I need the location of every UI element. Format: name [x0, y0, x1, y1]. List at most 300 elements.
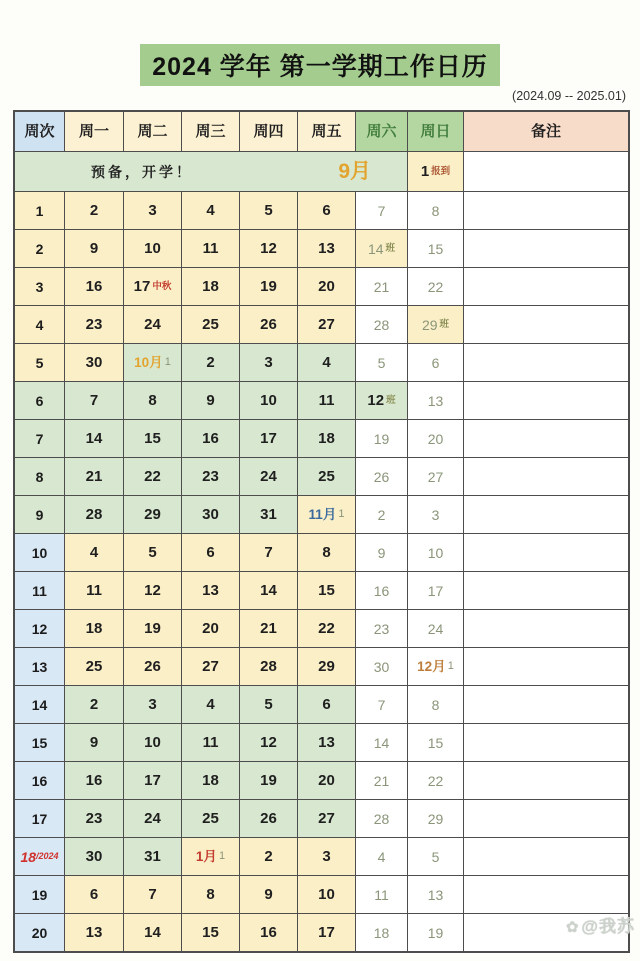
week-number-cell — [15, 838, 64, 875]
week-year-suffix: /2024 — [36, 851, 59, 861]
day-cell — [408, 534, 463, 571]
day-cell — [356, 914, 407, 951]
day-cell — [124, 762, 181, 799]
day-cell — [182, 800, 239, 837]
week-number-cell: 20 — [15, 914, 64, 951]
remark-cell — [464, 382, 628, 419]
week-number: 18 — [20, 848, 37, 865]
day-number: 11 — [202, 734, 219, 751]
day-cell — [408, 914, 463, 951]
day-cell — [182, 876, 239, 913]
day-number: 7 — [264, 544, 273, 561]
day-cell — [240, 420, 297, 457]
remark-cell — [464, 192, 628, 229]
day-number: 27 — [318, 810, 335, 827]
day-cell — [298, 344, 355, 381]
day-number: 9 — [377, 544, 386, 561]
day-number: 3 — [322, 848, 331, 865]
day-cell — [356, 420, 407, 457]
day-cell — [356, 876, 407, 913]
column-header: 周三 — [182, 112, 239, 151]
day-number: 19 — [144, 620, 161, 637]
day-number: 20 — [318, 772, 335, 789]
day-number: 22 — [318, 620, 335, 637]
day-number: 26 — [260, 316, 277, 333]
day-number: 1 — [164, 356, 171, 368]
remark-cell — [464, 306, 628, 343]
day-cell — [182, 420, 239, 457]
month-start-label: 12月 — [417, 658, 446, 674]
day-number: 21 — [85, 468, 103, 485]
remark-cell — [464, 762, 628, 799]
day-note: 班 — [385, 242, 396, 254]
day-cell — [65, 686, 123, 723]
day-number: 8 — [206, 886, 215, 903]
day-cell — [240, 344, 297, 381]
remark-cell — [464, 534, 628, 571]
day-cell — [182, 648, 239, 685]
month-start-label: 1月 — [195, 848, 217, 864]
day-cell — [182, 344, 239, 381]
remark-cell — [464, 876, 628, 913]
day-number: 26 — [260, 810, 277, 827]
day-cell — [408, 876, 463, 913]
day-cell — [408, 268, 463, 305]
day-number: 16 — [260, 924, 277, 941]
day-number: 7 — [148, 886, 157, 903]
day-number: 2 — [377, 506, 386, 523]
day-number: 22 — [427, 772, 444, 789]
column-header: 备注 — [464, 112, 628, 151]
day-cell — [182, 306, 239, 343]
day-number: 13 — [318, 734, 335, 751]
day-number: 12 — [367, 392, 385, 409]
day-number: 10 — [427, 544, 444, 561]
day-number: 10 — [144, 240, 161, 257]
day-cell — [65, 572, 123, 609]
day-number: 24 — [144, 810, 161, 827]
week-number-cell: 19 — [15, 876, 64, 913]
day-number: 29 — [421, 316, 438, 333]
day-cell — [298, 838, 355, 875]
day-number: 24 — [427, 620, 444, 637]
day-number: 6 — [431, 354, 440, 371]
day-number: 19 — [373, 430, 390, 447]
day-number: 16 — [202, 430, 219, 447]
remark-cell — [464, 230, 628, 267]
remark-cell — [464, 344, 628, 381]
day-number: 4 — [377, 848, 386, 865]
day-number: 25 — [318, 468, 335, 485]
day-cell — [298, 648, 355, 685]
remark-cell — [464, 496, 628, 533]
day-cell — [408, 762, 463, 799]
day-number: 13 — [427, 392, 444, 409]
remark-cell — [464, 152, 628, 191]
day-cell — [124, 268, 181, 305]
day-number: 31 — [260, 506, 277, 523]
day-number: 30 — [85, 848, 103, 865]
day-cell — [65, 420, 123, 457]
day-cell — [240, 800, 297, 837]
day-number: 18 — [373, 924, 390, 941]
day-number: 6 — [322, 202, 331, 219]
day-cell — [356, 306, 407, 343]
column-header: 周二 — [124, 112, 181, 151]
day-number: 10 — [260, 392, 277, 409]
day-cell — [65, 800, 123, 837]
day-number: 29 — [144, 506, 161, 523]
day-cell — [240, 534, 297, 571]
day-number: 3 — [148, 202, 157, 219]
day-cell — [182, 458, 239, 495]
day-cell — [124, 610, 181, 647]
day-number: 30 — [85, 354, 103, 371]
day-number: 27 — [202, 658, 219, 675]
day-number: 18 — [318, 430, 335, 447]
day-number: 22 — [427, 278, 444, 295]
day-cell — [182, 534, 239, 571]
day-number: 14 — [85, 430, 103, 447]
week-number-cell: 13 — [15, 648, 64, 685]
day-number: 11 — [202, 240, 219, 257]
day-cell — [408, 306, 463, 343]
day-cell — [356, 496, 407, 533]
day-cell — [298, 876, 355, 913]
day-number: 24 — [260, 468, 277, 485]
day-number: 8 — [148, 392, 157, 409]
day-cell — [65, 458, 123, 495]
day-number: 17 — [144, 772, 161, 789]
day-cell — [408, 192, 463, 229]
day-cell — [124, 800, 181, 837]
calendar-table — [13, 110, 630, 953]
week-number-cell: 16 — [15, 762, 64, 799]
week-number-cell: 5 — [15, 344, 64, 381]
day-number: 13 — [202, 582, 219, 599]
week-number-cell: 4 — [15, 306, 64, 343]
day-cell — [298, 572, 355, 609]
day-cell — [182, 192, 239, 229]
week-number-cell: 11 — [15, 572, 64, 609]
week-number-cell: 9 — [15, 496, 64, 533]
day-number: 23 — [85, 316, 103, 333]
day-number: 11 — [374, 886, 389, 903]
week-number-cell: 7 — [15, 420, 64, 457]
day-number: 15 — [427, 734, 444, 751]
remark-cell — [464, 838, 628, 875]
day-number: 6 — [206, 544, 215, 561]
day-cell — [356, 192, 407, 229]
day-number: 2 — [89, 202, 99, 219]
day-cell — [298, 458, 355, 495]
week-number-cell: 12 — [15, 610, 64, 647]
day-note: 中秋 — [152, 280, 172, 292]
day-number: 26 — [144, 658, 161, 675]
week-number-cell: 1 — [15, 192, 64, 229]
day-cell — [240, 458, 297, 495]
day-cell — [124, 306, 181, 343]
day-cell — [356, 762, 407, 799]
day-number: 29 — [427, 810, 444, 827]
day-cell — [124, 230, 181, 267]
remark-cell — [464, 420, 628, 457]
remark-cell — [464, 610, 628, 647]
column-header: 周一 — [65, 112, 123, 151]
day-cell — [356, 458, 407, 495]
day-number: 14 — [144, 924, 161, 941]
day-cell — [356, 838, 407, 875]
day-cell — [182, 268, 239, 305]
day-cell — [408, 686, 463, 723]
day-number: 2 — [206, 354, 215, 371]
day-number: 5 — [431, 848, 440, 865]
day-cell — [182, 838, 239, 875]
day-number: 5 — [264, 202, 273, 219]
month-start-label: 11月 — [308, 506, 337, 522]
day-number: 25 — [85, 658, 103, 675]
day-cell — [240, 230, 297, 267]
day-number: 12 — [260, 734, 277, 751]
day-cell — [298, 306, 355, 343]
day-number: 16 — [373, 582, 390, 599]
day-cell — [356, 648, 407, 685]
week-number-cell: 15 — [15, 724, 64, 761]
day-number: 9 — [264, 886, 273, 903]
day-cell — [124, 572, 181, 609]
remark-cell — [464, 686, 628, 723]
day-cell — [65, 724, 123, 761]
week-number-cell: 2 — [15, 230, 64, 267]
day-number: 19 — [260, 772, 277, 789]
day-cell — [298, 800, 355, 837]
day-number: 9 — [206, 392, 215, 409]
day-number: 6 — [322, 696, 331, 713]
day-cell — [65, 914, 123, 951]
day-cell — [408, 420, 463, 457]
day-number: 6 — [89, 886, 99, 903]
day-number: 28 — [260, 658, 277, 675]
day-cell — [298, 420, 355, 457]
day-number: 30 — [373, 658, 390, 675]
day-number: 7 — [377, 202, 386, 219]
day-cell — [240, 610, 297, 647]
day-number: 17 — [260, 430, 277, 447]
day-number: 19 — [427, 924, 444, 941]
remark-cell — [464, 800, 628, 837]
day-number: 28 — [373, 810, 390, 827]
day-cell — [240, 572, 297, 609]
day-cell — [298, 382, 355, 419]
day-number: 14 — [373, 734, 390, 751]
column-header: 周日 — [408, 112, 463, 151]
day-cell — [65, 344, 123, 381]
day-number: 18 — [202, 772, 219, 789]
day-cell — [65, 382, 123, 419]
day-cell — [298, 496, 355, 533]
day-number: 18 — [85, 620, 103, 637]
day-number: 7 — [89, 392, 99, 409]
day-number: 11 — [86, 582, 102, 599]
day-cell — [356, 344, 407, 381]
week-number-cell: 10 — [15, 534, 64, 571]
day-number: 15 — [202, 924, 219, 941]
day-number: 7 — [377, 696, 386, 713]
day-cell — [182, 496, 239, 533]
remark-cell — [464, 268, 628, 305]
flower-logo-icon: ✿ — [565, 919, 580, 936]
day-cell — [240, 914, 297, 951]
day-cell — [408, 648, 463, 685]
day-cell — [65, 762, 123, 799]
day-cell — [356, 800, 407, 837]
day-number: 24 — [144, 316, 161, 333]
month-band-september — [15, 152, 407, 191]
day-cell — [408, 610, 463, 647]
title-wrap — [0, 44, 640, 86]
week-number-cell: 8 — [15, 458, 64, 495]
day-cell — [182, 686, 239, 723]
day-note: 班 — [386, 394, 396, 406]
day-note: 班 — [439, 318, 450, 330]
day-number: 9 — [89, 734, 99, 751]
day-cell — [124, 914, 181, 951]
day-number: 22 — [144, 468, 161, 485]
day-number: 1 — [447, 660, 454, 672]
day-number: 31 — [144, 848, 161, 865]
day-cell — [240, 268, 297, 305]
day-number: 2 — [89, 696, 99, 713]
day-cell — [408, 800, 463, 837]
day-cell — [182, 230, 239, 267]
day-number: 13 — [318, 240, 335, 257]
day-number: 4 — [206, 696, 215, 713]
day-cell — [124, 420, 181, 457]
day-number: 1 — [338, 508, 345, 520]
day-cell — [65, 838, 123, 875]
day-cell — [298, 534, 355, 571]
column-header: 周次 — [15, 112, 64, 151]
day-cell — [65, 230, 123, 267]
day-cell — [408, 572, 463, 609]
day-number: 8 — [431, 202, 440, 219]
day-number: 4 — [89, 544, 99, 561]
column-header: 周五 — [298, 112, 355, 151]
day-cell — [124, 534, 181, 571]
day-number: 21 — [373, 772, 390, 789]
day-cell — [240, 838, 297, 875]
day-cell — [356, 610, 407, 647]
day-cell — [298, 192, 355, 229]
week-number-cell: 6 — [15, 382, 64, 419]
day-number: 5 — [377, 354, 386, 371]
day-number: 15 — [427, 240, 444, 257]
day-cell — [298, 724, 355, 761]
remark-cell — [464, 724, 628, 761]
day-number: 13 — [85, 924, 103, 941]
day-number: 17 — [427, 582, 444, 599]
day-cell — [65, 534, 123, 571]
day-cell — [240, 686, 297, 723]
day-number: 23 — [85, 810, 103, 827]
day-number: 27 — [427, 468, 444, 485]
day-cell — [182, 762, 239, 799]
day-number: 5 — [148, 544, 157, 561]
column-header: 周四 — [240, 112, 297, 151]
day-cell — [240, 496, 297, 533]
day-cell — [408, 496, 463, 533]
day-cell — [124, 838, 181, 875]
day-cell — [240, 724, 297, 761]
day-cell — [240, 762, 297, 799]
watermark-text: @我苏 — [581, 917, 635, 936]
day-number: 3 — [148, 696, 157, 713]
day-cell — [240, 306, 297, 343]
day-number: 23 — [373, 620, 390, 637]
week-number-cell: 14 — [15, 686, 64, 723]
day-cell — [65, 876, 123, 913]
day-cell — [65, 610, 123, 647]
day-cell — [124, 458, 181, 495]
day-cell — [124, 382, 181, 419]
month-band-month-label: 9月 — [338, 160, 371, 183]
day-number: 14 — [367, 240, 384, 257]
day-cell — [182, 610, 239, 647]
month-band-label: 预备，开学！ — [91, 163, 193, 180]
day-number: 16 — [85, 772, 103, 789]
day-number: 2 — [264, 848, 273, 865]
week-number-cell: 17 — [15, 800, 64, 837]
day-cell — [240, 876, 297, 913]
week-number-cell: 3 — [15, 268, 64, 305]
day-number: 8 — [322, 544, 331, 561]
day-number: 20 — [202, 620, 219, 637]
day-cell — [240, 192, 297, 229]
day-cell — [65, 192, 123, 229]
day-cell — [124, 344, 181, 381]
day-number: 26 — [373, 468, 390, 485]
day-cell — [408, 458, 463, 495]
day-cell — [356, 572, 407, 609]
day-cell — [182, 914, 239, 951]
day-number: 21 — [260, 620, 277, 637]
day-number: 25 — [202, 316, 219, 333]
remark-cell — [464, 572, 628, 609]
day-number: 27 — [318, 316, 335, 333]
day-number: 19 — [260, 278, 277, 295]
day-number: 25 — [202, 810, 219, 827]
day-cell — [408, 344, 463, 381]
day-number: 1 — [218, 850, 226, 862]
day-number: 15 — [144, 430, 161, 447]
day-cell — [124, 648, 181, 685]
day-cell — [408, 724, 463, 761]
day-number: 10 — [318, 886, 335, 903]
day-number: 4 — [322, 354, 331, 371]
day-cell — [298, 230, 355, 267]
day-number: 17 — [133, 278, 151, 295]
day-number: 16 — [85, 278, 103, 295]
day-cell — [356, 686, 407, 723]
day-number: 12 — [260, 240, 277, 257]
day-number: 3 — [431, 506, 440, 523]
day-number: 14 — [260, 582, 277, 599]
remark-cell — [464, 458, 628, 495]
day-number: 17 — [318, 924, 335, 941]
day-cell — [298, 762, 355, 799]
day-cell — [408, 152, 463, 191]
day-number: 21 — [373, 278, 390, 295]
